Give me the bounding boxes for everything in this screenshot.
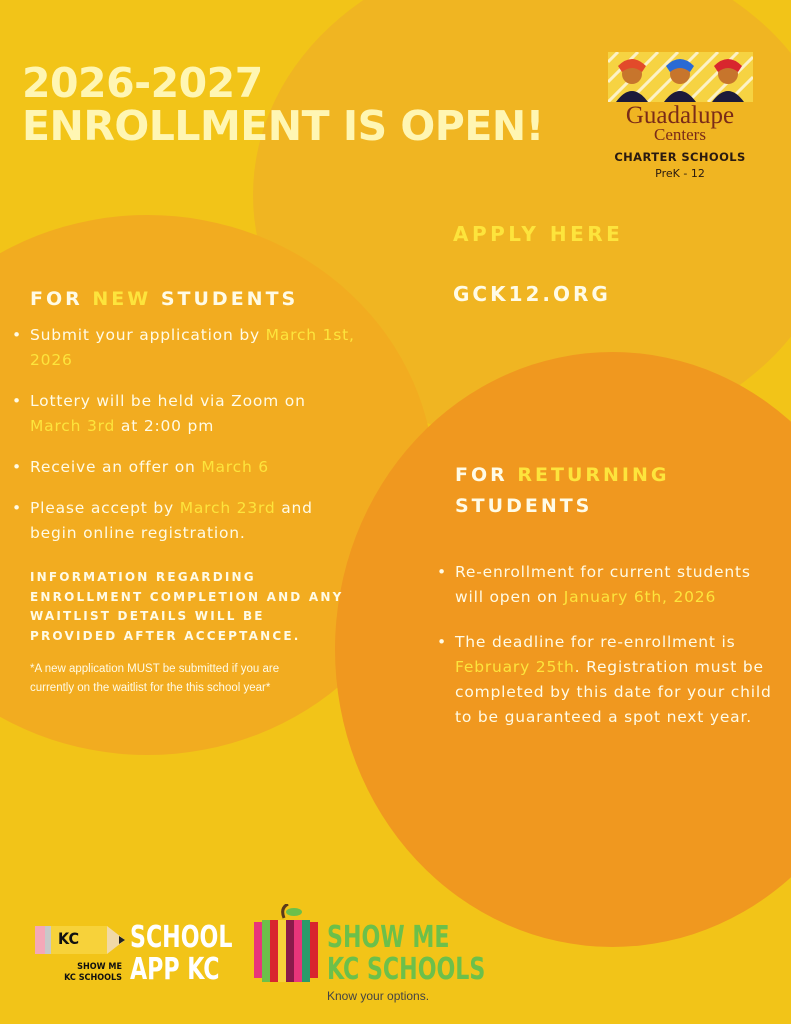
waitlist-note: *A new application MUST be submitted if you are currently on the waitlist for the this school year*: [30, 663, 280, 694]
list-item: [12, 323, 357, 373]
new-students-heading: [30, 288, 298, 310]
heading-highlight: NEW: [92, 288, 152, 310]
guadalupe-logo-graphic: [608, 52, 753, 102]
show-me-kc-schools-logo: [327, 922, 485, 986]
item-text: The deadline for re-enrollment is: [455, 633, 736, 651]
heading-post: STUDENTS: [455, 495, 593, 517]
item-text: Lottery will be held via Zoom on: [30, 392, 306, 410]
big-line-2: APP KC: [130, 952, 220, 987]
small-line-2: KC SCHOOLS: [64, 973, 122, 983]
logo-grades: PreK - 12: [655, 167, 705, 180]
pencil-icon: [35, 922, 125, 958]
new-students-list: [12, 323, 357, 546]
list-item: [12, 496, 357, 546]
show-me-tagline: Know your options.: [327, 989, 430, 1003]
apple-icon: [250, 904, 320, 984]
show-me-line-1: SHOW ME: [327, 920, 450, 955]
list-item: [12, 389, 357, 439]
returning-students-heading: [455, 460, 670, 522]
item-highlight: February 25th: [455, 658, 575, 676]
list-item: [12, 455, 357, 480]
show-me-line-2: KC SCHOOLS: [327, 952, 486, 987]
apply-url-link[interactable]: GCK12.ORG: [453, 282, 611, 306]
info-notice: INFORMATION REGARDING ENROLLMENT COMPLETION AND ANY WAITLIST DETAILS WILL BE PROVIDED AFTER ACCEPTANCE.: [30, 570, 344, 643]
item-highlight: March 23rd: [179, 499, 276, 517]
heading-highlight: RETURNING: [517, 464, 670, 486]
item-text: Please accept by: [30, 499, 180, 517]
small-line-1: SHOW ME: [77, 962, 122, 972]
item-text: Submit your application by: [30, 326, 266, 344]
item-text-post: and begin online registration.: [30, 499, 313, 542]
page-title: [22, 59, 544, 150]
list-item: [437, 630, 777, 730]
item-highlight: March 3rd: [30, 417, 116, 435]
logo-name-line-1: Guadalupe: [625, 102, 735, 129]
apply-label: APPLY HERE: [453, 222, 624, 246]
guadalupe-centers-name: [600, 104, 760, 142]
item-highlight: March 6: [201, 458, 269, 476]
list-item: [437, 560, 777, 610]
item-text-post: . Registration must be completed by this date for your child to be guaranteed a spot next year.: [455, 658, 772, 726]
item-highlight: March 1st, 2026: [30, 326, 355, 369]
item-highlight: January 6th, 2026: [563, 588, 717, 606]
heading-pre: FOR: [30, 288, 93, 310]
logo-name-line-2: Centers: [654, 125, 706, 144]
kc-badge: KC: [58, 929, 79, 948]
item-text: Re-enrollment for current students will open on: [455, 563, 751, 606]
item-text-post: at 2:00 pm: [115, 417, 215, 435]
figures-icon: [608, 52, 753, 102]
logo-subtitle: CHARTER SCHOOLS: [614, 150, 746, 164]
school-app-kc-logo: [130, 922, 232, 986]
heading-post: STUDENTS: [151, 288, 299, 310]
title-line-1: 2026-2027: [22, 59, 263, 107]
heading-pre: FOR: [455, 464, 518, 486]
school-app-small-text: [60, 962, 122, 984]
big-line-1: SCHOOL: [130, 920, 233, 955]
returning-students-list: [437, 560, 777, 730]
item-text: Receive an offer on: [30, 458, 202, 476]
title-line-2: ENROLLMENT IS OPEN!: [22, 102, 544, 150]
